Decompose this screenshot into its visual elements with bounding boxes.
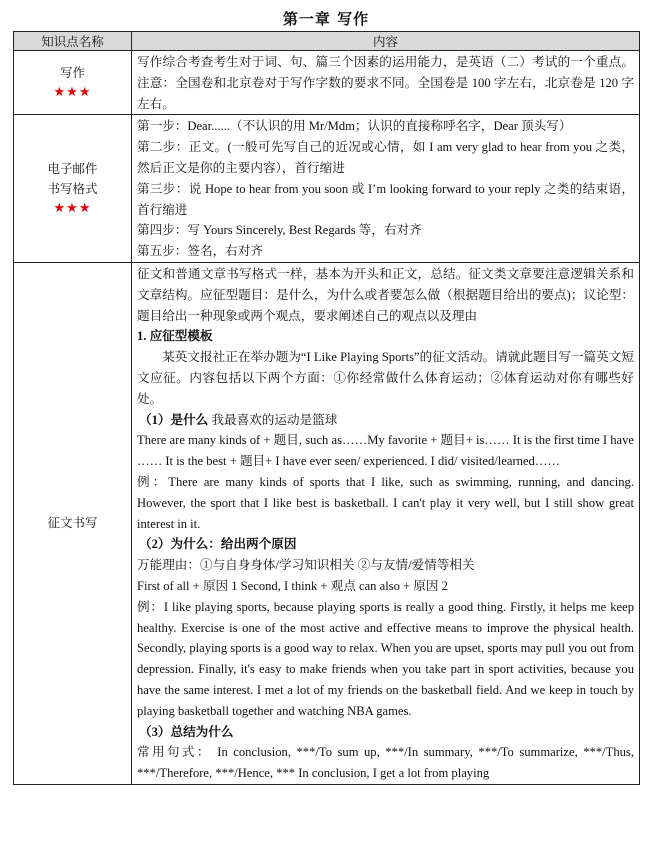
task-paragraph: 某英文报社正在举办题为“I Like Playing Sports”的征文活动。请就此题目写一篇英文短文应征。内容包括以下两个方面：①你经常做什么体育运动；②体育运动对你有哪些好处。 bbox=[137, 350, 634, 406]
content-paragraph: 写作综合考查考生对于词、句、篇三个因素的运用能力，是英语（二）考试的一个重点。注意：全国卷和北京卷对于写作字数的要求不同。全国卷是 100 字左右，北京卷是 120 字左右。 bbox=[137, 55, 634, 111]
star-rating-icon: ★★★ bbox=[53, 200, 92, 216]
table-row-email-format bbox=[14, 115, 640, 263]
part-note: 我最喜欢的运动是篮球 bbox=[208, 412, 338, 427]
step-item: 第二步：正文。(一般可先写自己的近况或心情，如 I am very glad to hear from you 之类，然后正文是你的主要内容），首行缩进 bbox=[137, 140, 634, 175]
row-name-line: 电子邮件 bbox=[47, 160, 98, 176]
template-paragraph: There are many kinds of + 题目, such as……My favorite + 题目+ is…… It is the first time I have …… It is the best + 题目+ I have ever seen/ experienced. I did/ visited/learned…… bbox=[137, 433, 634, 469]
row-name-cell bbox=[14, 115, 132, 263]
step-item: 第一步：Dear......（不认识的用 Mr/Mdm；认识的直接称呼名字，Dear 顶头写） bbox=[137, 119, 572, 134]
section-heading: 1. 应征型模板 bbox=[137, 329, 213, 344]
part-title: （1）是什么 bbox=[139, 412, 209, 427]
row-name: 写作 bbox=[59, 64, 85, 80]
step-item: 第五步：签名，右对齐 bbox=[137, 244, 263, 259]
step-item: 第三步：说 Hope to hear from you soon 或 I’m looking forward to your reply 之类的结束语，首行缩进 bbox=[137, 181, 634, 217]
phrases-paragraph: 常用句式： In conclusion, ***/To sum up, ***/In summary, ***/To summarize, ***/Thus, ***/Therefore, ***/Hence, *** In conclusion, I get a lot from playing bbox=[137, 745, 634, 781]
row-name: 征文书写 bbox=[47, 515, 98, 531]
page-title: 第一章 写作 bbox=[282, 10, 370, 28]
example-paragraph: 例：I like playing sports, because playing sports is really a good thing. Firstly, it helps me keep healthy. Exercise is one of the most active and effective means to improve the physical health. Secondly, playing sports is a good way to relax. When you are upset, sports may pull you out from depression. Finally, it's easy to make friends when you take part in sport activities, because you have the same interest. I met a lot of my friends on the basketball field. And we keep in touch by playing basketball together and watching NBA games. bbox=[137, 599, 634, 718]
row-content-cell bbox=[132, 115, 640, 263]
star-rating-icon: ★★★ bbox=[53, 84, 92, 100]
header-knowledge-name: 知识点名称 bbox=[14, 32, 132, 51]
part-heading: （2）为什么：给出两个原因 bbox=[139, 537, 297, 552]
knowledge-table bbox=[13, 31, 640, 785]
table-row-writing bbox=[14, 51, 640, 115]
row-content-cell bbox=[132, 51, 640, 115]
step-item: 第四步：写 Yours Sincerely, Best Regards 等，右对齐 bbox=[137, 223, 422, 238]
row-name-cell bbox=[14, 262, 132, 784]
row-name-cell bbox=[14, 51, 132, 115]
table-header-row bbox=[14, 32, 640, 51]
intro-paragraph: 征文和普通文章书写格式一样，基本为开头和正文，总结。征文类文章要注意逻辑关系和文章结构。应征型题目：是什么，为什么或者要怎么做（根据题目给出的要点)；议论型：题目给出一种现象或两个观点，要求阐述自己的观点以及理由 bbox=[137, 266, 634, 323]
row-name-line: 书写格式 bbox=[47, 180, 98, 196]
example-paragraph: 例：There are many kinds of sports that I like, such as swimming, running, and dancing. However, the sport that I like best is basketball. I can't play it very well, but I still show great interest in it. bbox=[137, 474, 634, 531]
header-content: 内容 bbox=[132, 32, 640, 51]
template-paragraph: First of all + 原因 1 Second, I think + 观点 can also + 原因 2 bbox=[137, 578, 448, 593]
reason-line: 万能理由：①与自身身体/学习知识相关 ②与友情/爱情等相关 bbox=[137, 558, 475, 573]
part-heading: （3）总结为什么 bbox=[139, 724, 234, 739]
part-heading bbox=[137, 410, 634, 431]
row-content-cell bbox=[132, 262, 640, 784]
table-row-essay-writing bbox=[14, 262, 640, 784]
